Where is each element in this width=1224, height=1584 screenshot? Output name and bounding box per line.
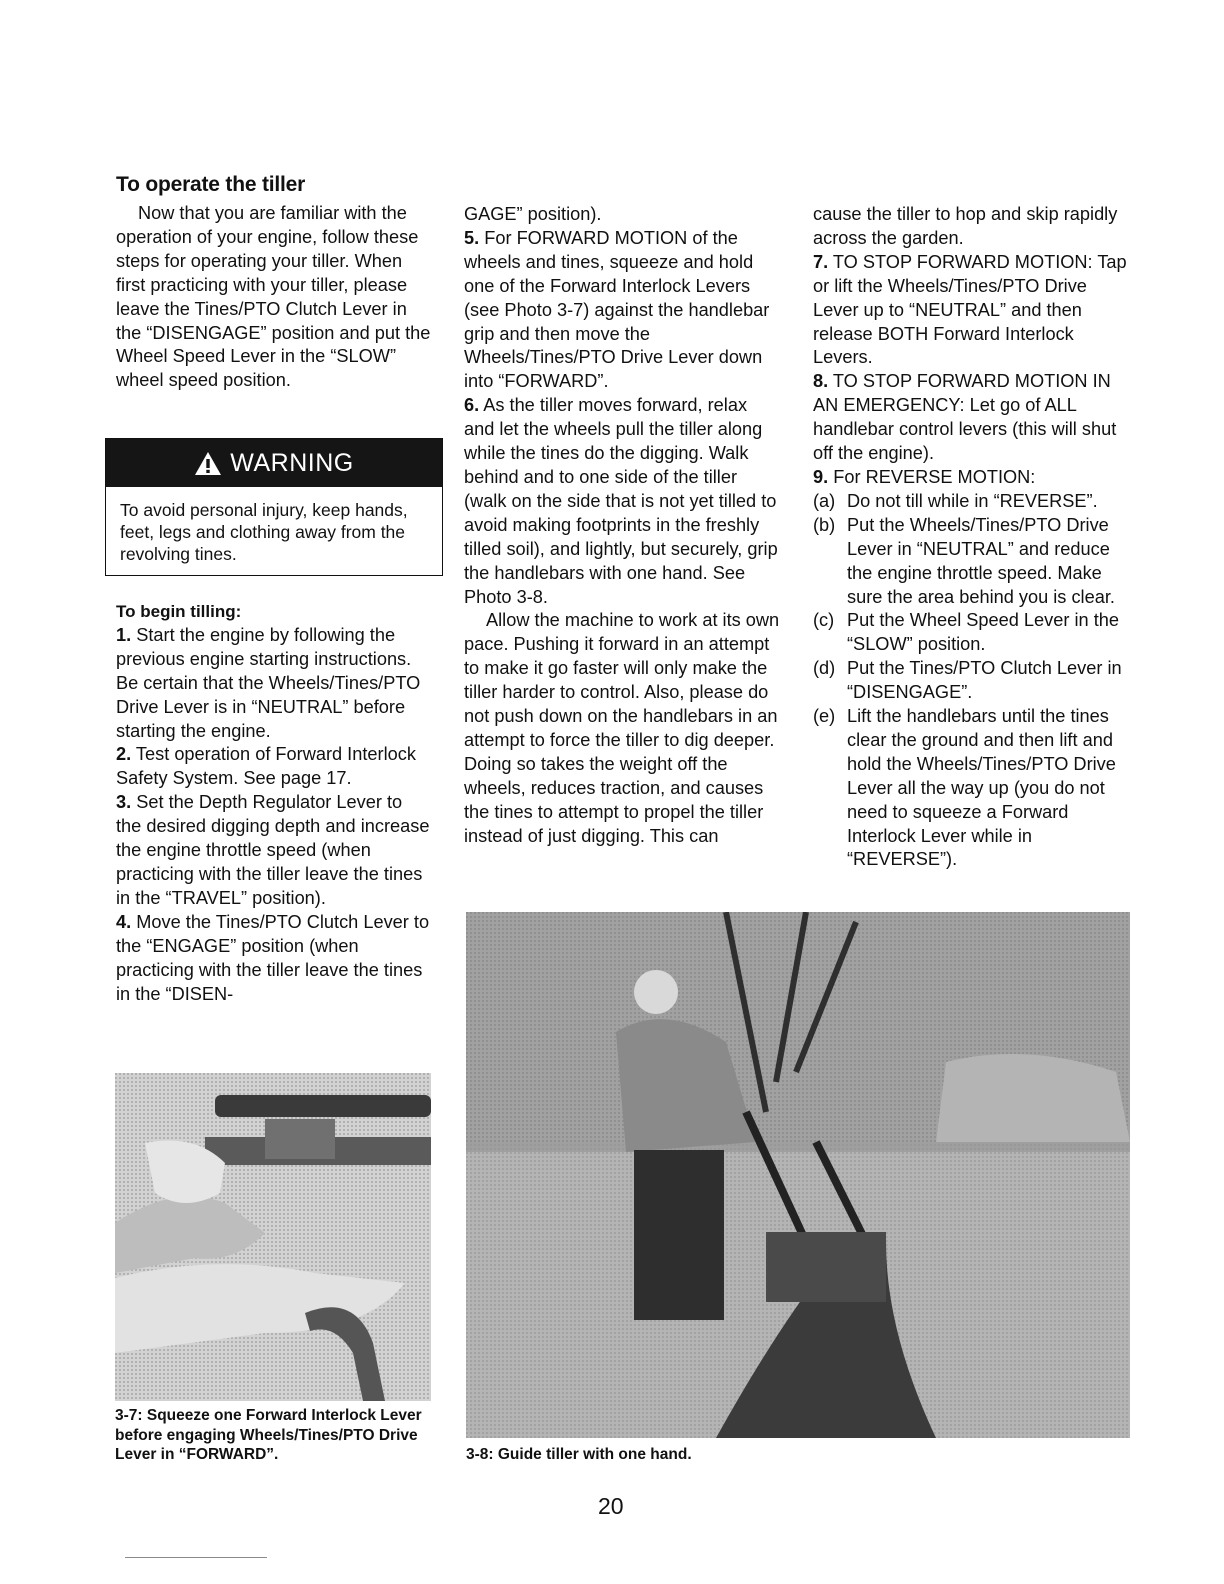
- step: 4. Move the Tines/PTO Clutch Lever to the “ENGAGE” position (when practicing with the tiller leave the tines in the “DISEN-: [116, 911, 430, 1004]
- subheading: To begin tilling:: [116, 602, 242, 621]
- column-2: [464, 203, 782, 848]
- column-3: [813, 203, 1131, 872]
- warning-title: WARNING: [230, 448, 354, 477]
- photo-caption-3-7: 3-7: Squeeze one Forward Interlock Lever before engaging Wheels/Tines/PTO Drive Lever in “FORWARD”.: [115, 1407, 422, 1463]
- column-1: [116, 202, 436, 393]
- step: 1. Start the engine by following the previous engine starting instructions. Be certain that the Wheels/Tines/PTO Drive Lever is in “NEUTRAL” before starting the engine.: [116, 624, 421, 741]
- list-item: (e) Lift the handlebars until the tines clear the ground and then lift and hold the Wheels/Tines/PTO Drive Lever all the way up (you do not need to squeeze a Forward Interlock Lever while in “REVERSE”).: [813, 706, 1116, 870]
- section-heading: To operate the tiller: [116, 173, 306, 196]
- step: 5. For FORWARD MOTION of the wheels and tines, squeeze and hold one of the Forward Interlock Levers (see Photo 3-7) against the handlebar grip and then move the Wheels/Tines/PTO Drive Lever down into “FORWARD”.: [464, 227, 770, 392]
- warning-text: To avoid personal injury, keep hands, feet, legs and clothing away from the revolving tines.: [120, 500, 408, 564]
- step: 3. Set the Depth Regulator Lever to the desired digging depth and increase the engine throttle speed (when practicing with the tiller leave the tines in the “TRAVEL” position).: [116, 792, 430, 908]
- footer-rule: [125, 1557, 267, 1558]
- photo-caption-3-8: 3-8: Guide tiller with one hand.: [466, 1446, 692, 1463]
- column-1-steps: [116, 600, 432, 1006]
- page-number: 20: [598, 1493, 624, 1519]
- step: 7. TO STOP FORWARD MOTION: Tap or lift the Wheels/Tines/PTO Drive Lever up to “NEUTRAL” and then release BOTH Forward Interlock Levers.: [813, 251, 1127, 368]
- list-item: (c) Put the Wheel Speed Lever in the “SLOW” position.: [813, 610, 1119, 655]
- step: 6. As the tiller moves forward, relax and let the wheels pull the tiller along while the tines do the digging. Walk behind and to one side of the tiller (walk on the side that is not yet tilled to avoid making footprints in the freshly tilled soil), and lightly, but securely, grip the handlebars with one hand. See Photo 3-8.: [464, 395, 778, 607]
- list-item: (d) Put the Tines/PTO Clutch Lever in “DISENGAGE”.: [813, 658, 1122, 703]
- step: 8. TO STOP FORWARD MOTION IN AN EMERGENCY: Let go of ALL handlebar control levers (this will shut off the engine).: [813, 371, 1117, 464]
- warning-header: [106, 439, 442, 487]
- warning-triangle-icon: [194, 451, 222, 476]
- continuation-text: cause the tiller to hop and skip rapidly across the garden.: [813, 204, 1118, 248]
- list-item: (a) Do not till while in “REVERSE”.: [813, 490, 1098, 511]
- intro-paragraph: Now that you are familiar with the operation of your engine, follow these steps for operating your tiller. When first practicing with your tiller, please leave the Tines/PTO Clutch Lever in the “DISENGAGE” position and put the Wheel Speed Lever in the “SLOW” wheel speed position.: [116, 203, 431, 391]
- step: 2. Test operation of Forward Interlock Safety System. See page 17.: [116, 744, 416, 789]
- paragraph: Allow the machine to work at its own pace. Pushing it forward in an attempt to make it go faster will only make the tiller harder to control. Also, please do not push down on the handlebars in an attempt to force the tiller to dig deeper. Doing so takes the weight off the wheels, reduces traction, and causes the tines to attempt to propel the tiller instead of just digging. This can: [464, 610, 780, 846]
- list-item: (b) Put the Wheels/Tines/PTO Drive Lever in “NEUTRAL” and reduce the engine throttle speed. Make sure the area behind you is clear.: [813, 514, 1115, 607]
- warning-box: [105, 438, 443, 576]
- photo-man-guiding-tiller: [466, 912, 1130, 1438]
- photo-handlebar-grip: [115, 1073, 431, 1401]
- step: 9. For REVERSE MOTION:: [813, 466, 1036, 487]
- continuation-text: GAGE” position).: [464, 204, 602, 224]
